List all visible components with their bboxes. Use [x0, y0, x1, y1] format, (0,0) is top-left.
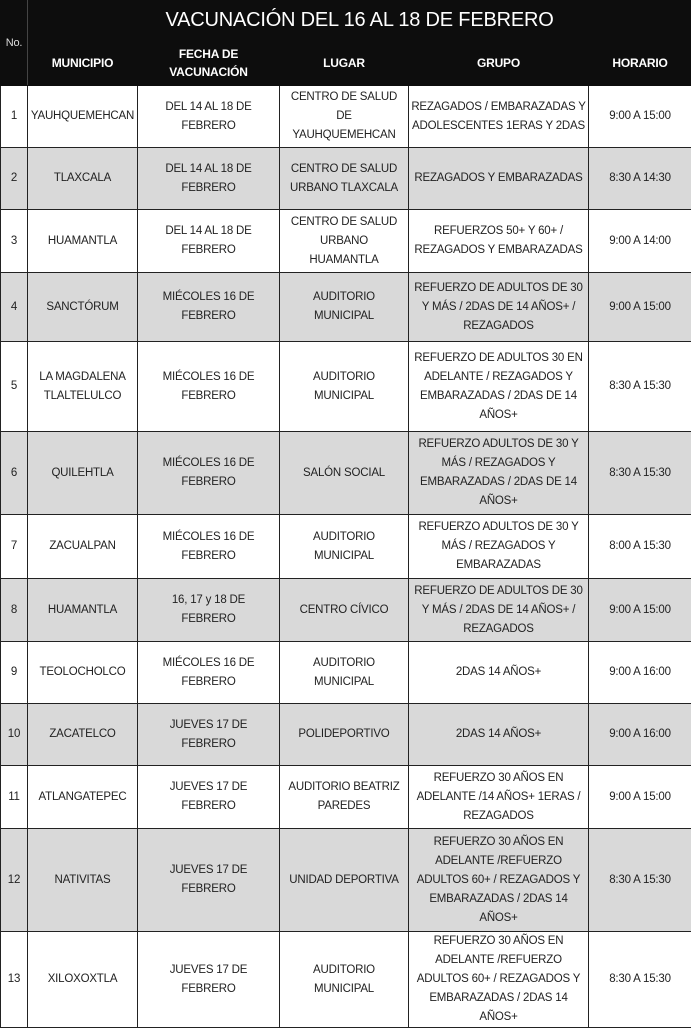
lugar-cell: CENTRO CÍVICO: [280, 579, 409, 642]
municipio-cell: QUILEHTLA: [28, 432, 138, 515]
table-row: [1, 766, 691, 829]
horario-cell: 9:00 A 14:00: [589, 210, 691, 273]
grupo-cell: REFUERZO DE ADULTOS DE 30 Y MÁS / 2DAS DE 14 AÑOS+ / REZAGADOS: [409, 273, 589, 342]
header-fecha: FECHA DE VACUNACIÓN: [138, 41, 280, 86]
header-lugar: LUGAR: [280, 41, 409, 86]
horario-cell: 9:00 A 16:00: [589, 642, 691, 704]
row-number: 2: [1, 148, 28, 210]
row-number: 4: [1, 273, 28, 342]
row-number: 8: [1, 579, 28, 642]
fecha-cell: MIÉCOLES 16 DE FEBRERO: [138, 432, 280, 515]
municipio-cell: HUAMANTLA: [28, 579, 138, 642]
municipio-cell: XILOXOXTLA: [28, 932, 138, 1028]
table-row: [1, 642, 691, 704]
horario-cell: 8:00 A 15:30: [589, 515, 691, 579]
municipio-cell: YAUHQUEMEHCAN: [28, 86, 138, 148]
fecha-cell: MIÉCOLES 16 DE FEBRERO: [138, 642, 280, 704]
grupo-cell: REFUERZO DE ADULTOS DE 30 Y MÁS / 2DAS DE 14 AÑOS+ / REZAGADOS: [409, 579, 589, 642]
lugar-cell: POLIDEPORTIVO: [280, 704, 409, 766]
no-column-header: No.: [1, 1, 28, 86]
horario-cell: 8:30 A 15:30: [589, 932, 691, 1028]
lugar-cell: AUDITORIO MUNICIPAL: [280, 515, 409, 579]
municipio-cell: TLAXCALA: [28, 148, 138, 210]
municipio-cell: ZACATELCO: [28, 704, 138, 766]
grupo-cell: 2DAS 14 AÑOS+: [409, 642, 589, 704]
fecha-cell: MIÉCOLES 16 DE FEBRERO: [138, 273, 280, 342]
horario-cell: 8:30 A 15:30: [589, 432, 691, 515]
lugar-cell: AUDITORIO MUNICIPAL: [280, 342, 409, 432]
row-number: 11: [1, 766, 28, 829]
grupo-cell: REFUERZOS 50+ Y 60+ / REZAGADOS Y EMBARAZADAS: [409, 210, 589, 273]
table-title: VACUNACIÓN DEL 16 AL 18 DE FEBRERO: [28, 1, 691, 41]
municipio-cell: SANCTÓRUM: [28, 273, 138, 342]
table-row: [1, 515, 691, 579]
horario-cell: 9:00 A 16:00: [589, 704, 691, 766]
lugar-cell: AUDITORIO MUNICIPAL: [280, 273, 409, 342]
lugar-cell: UNIDAD DEPORTIVA: [280, 829, 409, 932]
lugar-cell: AUDITORIO MUNICIPAL: [280, 932, 409, 1028]
row-number: 3: [1, 210, 28, 273]
table-row: [1, 829, 691, 932]
grupo-cell: REFUERZO 30 AÑOS EN ADELANTE /14 AÑOS+ 1ERAS / REZAGADOS: [409, 766, 589, 829]
horario-cell: 8:30 A 15:30: [589, 829, 691, 932]
lugar-cell: AUDITORIO BEATRIZ PAREDES: [280, 766, 409, 829]
row-number: 13: [1, 932, 28, 1028]
grupo-cell: REZAGADOS / EMBARAZADAS Y ADOLESCENTES 1ERAS Y 2DAS: [409, 86, 589, 148]
horario-cell: 9:00 A 15:00: [589, 273, 691, 342]
lugar-cell: CENTRO DE SALUD DE YAUHQUEMEHCAN: [280, 86, 409, 148]
header-horario: HORARIO: [589, 41, 691, 86]
fecha-cell: MIÉCOLES 16 DE FEBRERO: [138, 515, 280, 579]
fecha-cell: DEL 14 AL 18 DE FEBRERO: [138, 210, 280, 273]
row-number: 7: [1, 515, 28, 579]
header-municipio: MUNICIPIO: [28, 41, 138, 86]
grupo-cell: REFUERZO ADULTOS DE 30 Y MÁS / REZAGADOS Y EMBARAZADAS / 2DAS DE 14 AÑOS+: [409, 432, 589, 515]
row-number: 10: [1, 704, 28, 766]
fecha-cell: DEL 14 AL 18 DE FEBRERO: [138, 148, 280, 210]
table-row: [1, 86, 691, 148]
row-number: 5: [1, 342, 28, 432]
row-number: 1: [1, 86, 28, 148]
fecha-cell: JUEVES 17 DE FEBRERO: [138, 932, 280, 1028]
fecha-cell: JUEVES 17 DE FEBRERO: [138, 829, 280, 932]
horario-cell: 8:30 A 14:30: [589, 148, 691, 210]
horario-cell: 9:00 A 15:00: [589, 766, 691, 829]
table-row: [1, 932, 691, 1028]
fecha-cell: JUEVES 17 DE FEBRERO: [138, 704, 280, 766]
horario-cell: 9:00 A 15:00: [589, 86, 691, 148]
lugar-cell: CENTRO DE SALUD URBANO HUAMANTLA: [280, 210, 409, 273]
lugar-cell: CENTRO DE SALUD URBANO TLAXCALA: [280, 148, 409, 210]
grupo-cell: REFUERZO 30 AÑOS EN ADELANTE /REFUERZO ADULTOS 60+ / REZAGADOS Y EMBARAZADAS / 2DAS 14 AÑOS+: [409, 932, 589, 1028]
horario-cell: 8:30 A 15:30: [589, 342, 691, 432]
municipio-cell: TEOLOCHOLCO: [28, 642, 138, 704]
header-grupo: GRUPO: [409, 41, 589, 86]
grupo-cell: 2DAS 14 AÑOS+: [409, 704, 589, 766]
grupo-cell: REFUERZO DE ADULTOS 30 EN ADELANTE / REZAGADOS Y EMBARAZADAS / 2DAS DE 14 AÑOS+: [409, 342, 589, 432]
row-number: 9: [1, 642, 28, 704]
row-number: 12: [1, 829, 28, 932]
horario-cell: 9:00 A 15:00: [589, 579, 691, 642]
table-row: [1, 704, 691, 766]
fecha-cell: 16, 17 y 18 DE FEBRERO: [138, 579, 280, 642]
table-row: [1, 432, 691, 515]
row-number: 6: [1, 432, 28, 515]
municipio-cell: ZACUALPAN: [28, 515, 138, 579]
municipio-cell: ATLANGATEPEC: [28, 766, 138, 829]
fecha-cell: MIÉCOLES 16 DE FEBRERO: [138, 342, 280, 432]
lugar-cell: SALÓN SOCIAL: [280, 432, 409, 515]
municipio-cell: HUAMANTLA: [28, 210, 138, 273]
municipio-cell: NATIVITAS: [28, 829, 138, 932]
grupo-cell: REZAGADOS Y EMBARAZADAS: [409, 148, 589, 210]
table-row: [1, 210, 691, 273]
table-row: [1, 148, 691, 210]
grupo-cell: REFUERZO 30 AÑOS EN ADELANTE /REFUERZO ADULTOS 60+ / REZAGADOS Y EMBARAZADAS / 2DAS 14 AÑOS+: [409, 829, 589, 932]
table-row: [1, 342, 691, 432]
fecha-cell: DEL 14 AL 18 DE FEBRERO: [138, 86, 280, 148]
table-row: [1, 579, 691, 642]
lugar-cell: AUDITORIO MUNICIPAL: [280, 642, 409, 704]
grupo-cell: REFUERZO ADULTOS DE 30 Y MÁS / REZAGADOS Y EMBARAZADAS: [409, 515, 589, 579]
table-row: [1, 273, 691, 342]
municipio-cell: LA MAGDALENA TLALTELULCO: [28, 342, 138, 432]
fecha-cell: JUEVES 17 DE FEBRERO: [138, 766, 280, 829]
